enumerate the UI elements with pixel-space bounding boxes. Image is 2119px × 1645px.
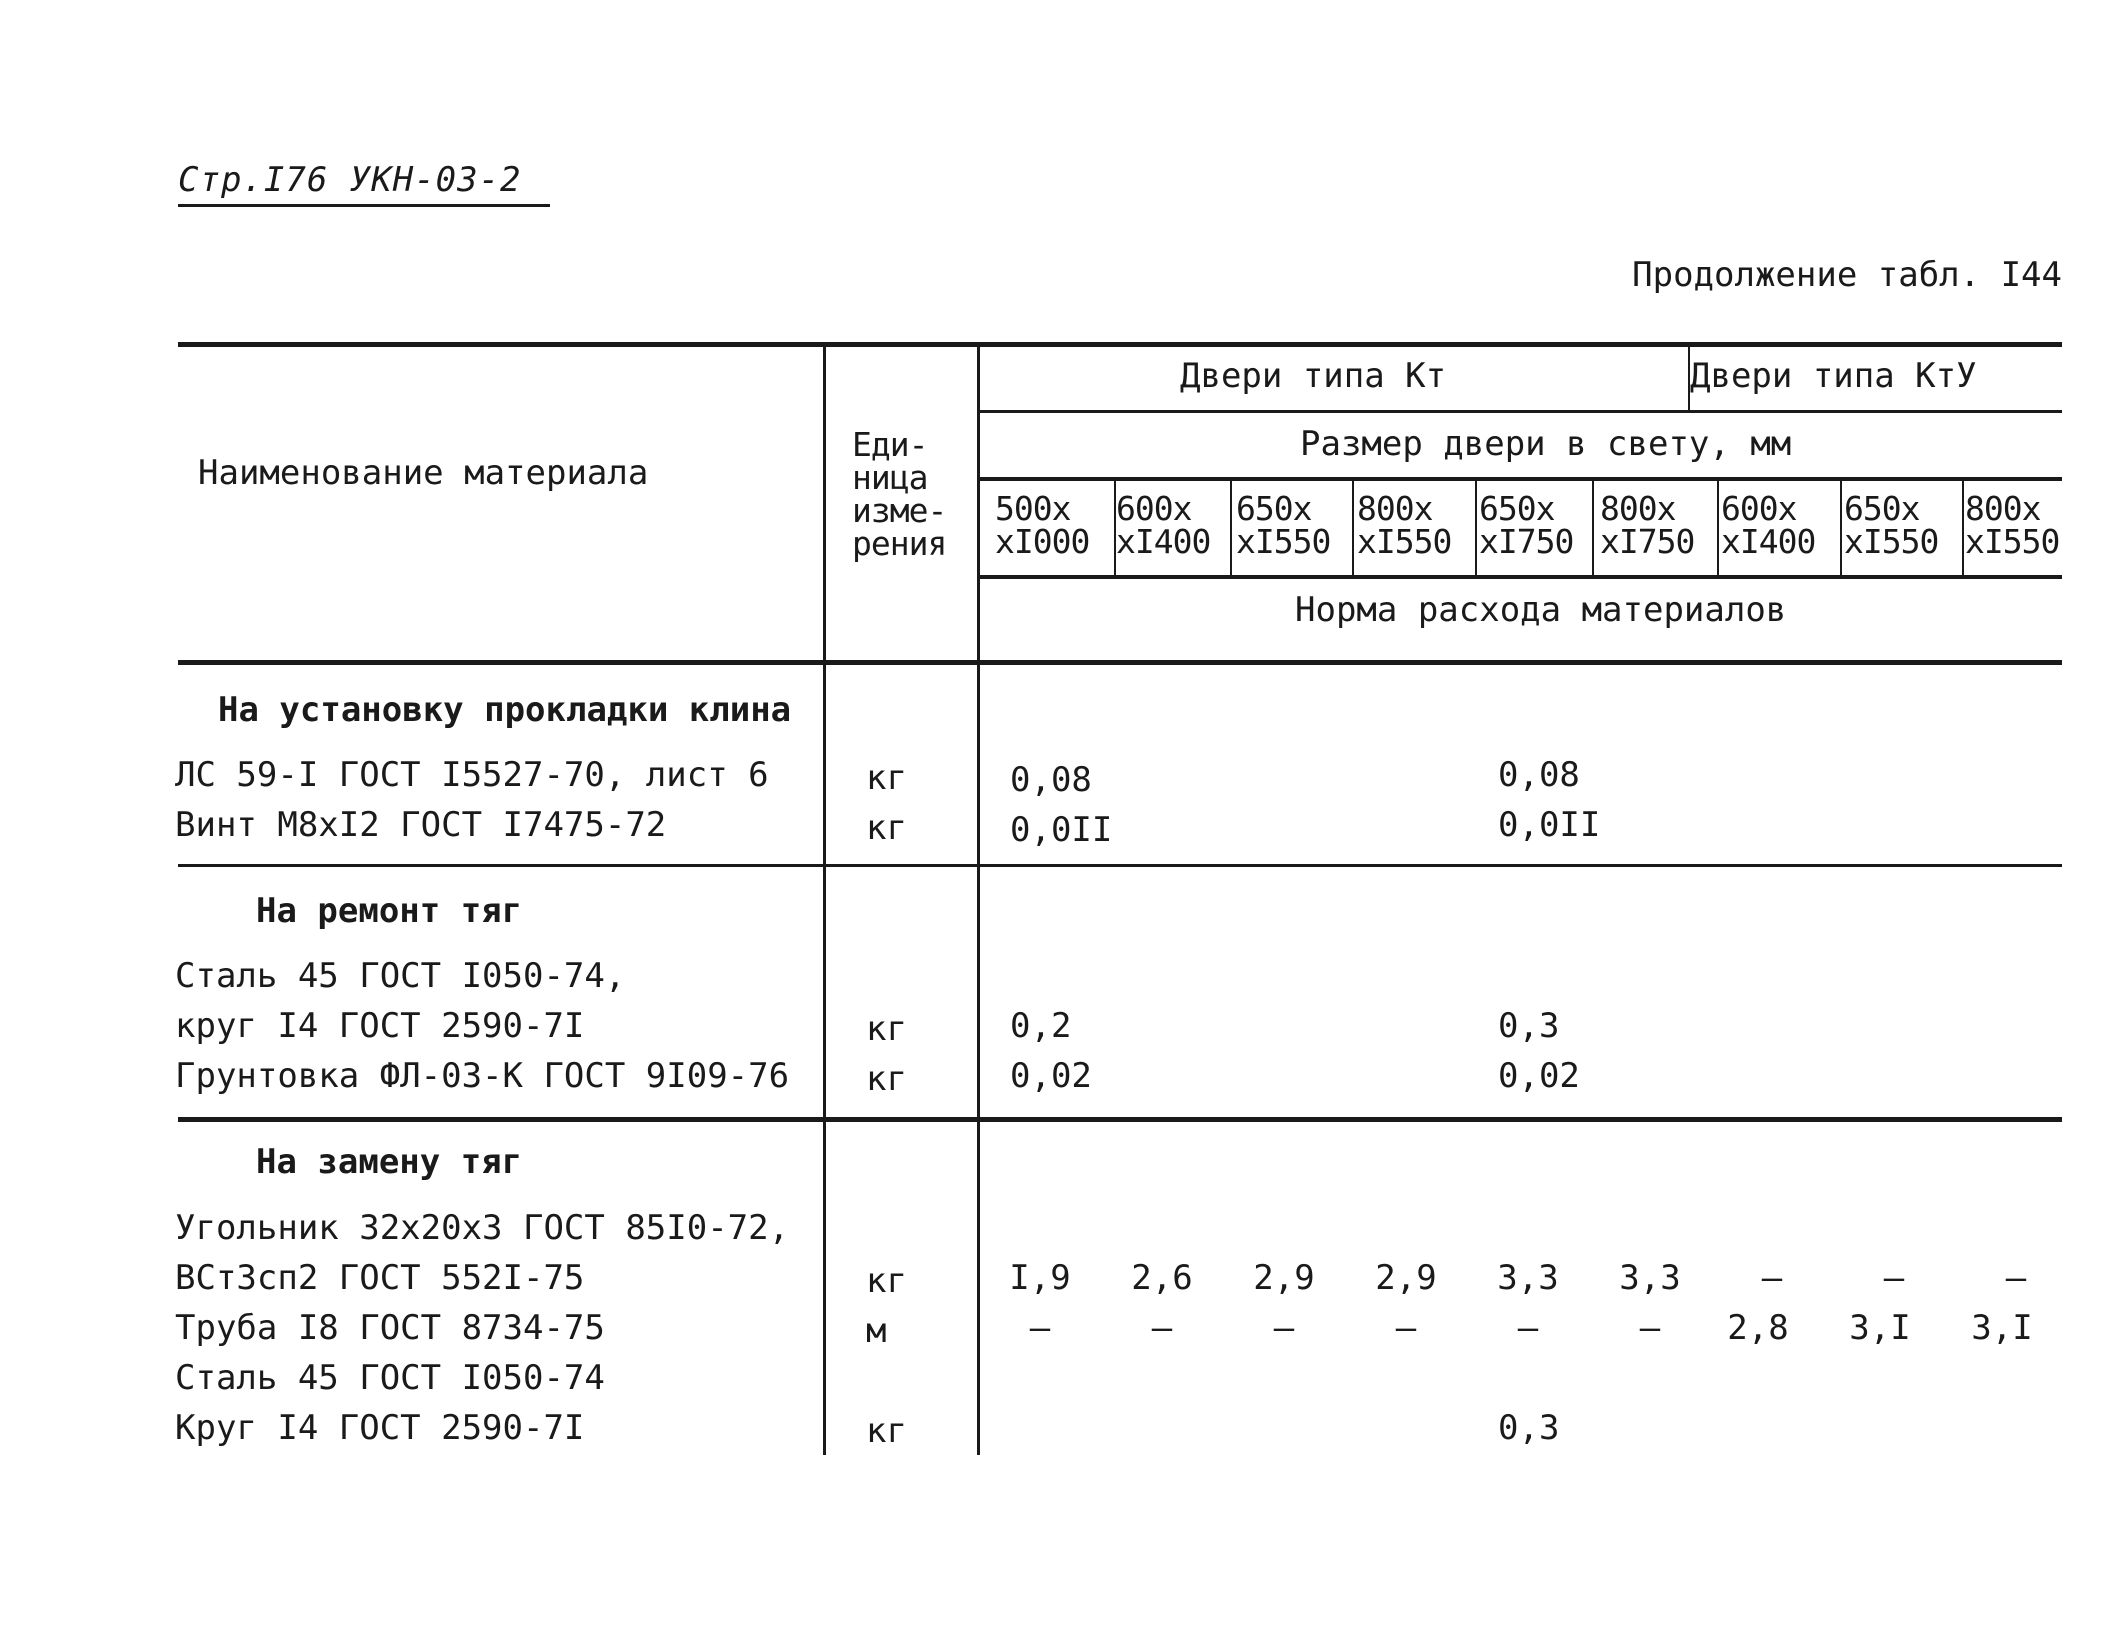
material-name: круг I4 ГОСТ 2590-7I: [175, 1006, 585, 1046]
group-ktu-header: Двери типа КтУ: [1690, 356, 1977, 396]
size-cell-line: 800х: [1600, 489, 1676, 528]
material-name: ЛС 59-I ГОСТ I5527-70, лист 6: [175, 755, 769, 795]
section1-bottom-rule: [178, 864, 2062, 867]
name-column-divider: [823, 345, 826, 1455]
size-col-divider: [1962, 479, 1964, 577]
section-title: На замену тяг: [256, 1142, 523, 1182]
unit-cell: кг: [866, 758, 907, 798]
value-cell: 0,02: [1498, 1056, 1580, 1096]
unit-cell: кг: [866, 808, 907, 848]
value-cell: –: [1517, 1308, 1539, 1348]
size-cell-line: хI400: [1116, 522, 1211, 561]
size-cell-line: 800х: [1357, 489, 1433, 528]
unit-cell: кг: [866, 1059, 907, 1099]
material-name: Труба I8 ГОСТ 8734-75: [175, 1308, 605, 1348]
size-cell-line: 600х: [1721, 489, 1797, 528]
value-cell: 3,I: [1971, 1308, 2033, 1348]
value-cell: 2,9: [1375, 1258, 1437, 1298]
size-cell: [995, 489, 1090, 561]
unit-cell: кг: [866, 1009, 907, 1049]
size-cell-line: хI550: [1357, 522, 1452, 561]
section-title: На установку прокладки клина: [218, 690, 792, 730]
group-kt-header: Двери типа Кт: [1180, 356, 1447, 396]
value-cell: 3,I: [1849, 1308, 1911, 1348]
size-header: Размер двери в свету, мм: [1300, 424, 1792, 464]
material-name: Сталь 45 ГОСТ I050-74: [175, 1358, 605, 1398]
group-header-rule: [978, 410, 2062, 413]
size-cell: [1844, 489, 1939, 561]
size-col-divider: [1717, 479, 1719, 577]
value-cell: 0,3: [1498, 1006, 1560, 1046]
header-bottom-rule: [178, 660, 2062, 665]
size-cell: [1721, 489, 1816, 561]
size-col-divider: [1230, 479, 1232, 577]
unit-cell: м: [866, 1311, 887, 1351]
value-cell: –: [1639, 1308, 1661, 1348]
size-cell-line: хI550: [1844, 522, 1939, 561]
size-cell: [1236, 489, 1331, 561]
norm-header: Норма расхода материалов: [1295, 590, 1787, 630]
material-name: Винт М8хI2 ГОСТ I7475-72: [175, 805, 667, 845]
size-cell-line: 650х: [1479, 489, 1555, 528]
value-cell: –: [1395, 1308, 1417, 1348]
size-cell-line: хI550: [1965, 522, 2060, 561]
value-cell: –: [1883, 1258, 1905, 1298]
size-header-rule: [978, 477, 2062, 481]
col-name-header: Наименование материала: [198, 453, 649, 493]
size-cell: [1965, 489, 2060, 561]
size-col-divider: [1475, 479, 1477, 577]
material-name: Круг I4 ГОСТ 2590-7I: [175, 1408, 585, 1448]
value-cell: 0,08: [1498, 755, 1580, 795]
size-col-divider: [1592, 479, 1594, 577]
size-cell-line: 800х: [1965, 489, 2041, 528]
value-cell: 0,08: [1010, 760, 1092, 800]
size-cell: [1357, 489, 1452, 561]
col-unit-header-line: рения: [852, 524, 947, 563]
col-unit-header-line: ница: [852, 458, 928, 497]
size-cell: [1600, 489, 1695, 561]
unit-cell: кг: [866, 1411, 907, 1451]
table-top-rule: [178, 342, 2062, 347]
material-name: Грунтовка ФЛ-03-К ГОСТ 9I09-76: [175, 1056, 790, 1096]
size-col-divider: [1840, 479, 1842, 577]
size-cell-line: хI750: [1600, 522, 1695, 561]
size-cell-line: хI550: [1236, 522, 1331, 561]
section2-bottom-rule: [178, 1117, 2062, 1122]
value-cell: –: [1761, 1258, 1783, 1298]
unit-column-divider: [977, 345, 980, 1455]
value-cell: –: [1151, 1308, 1173, 1348]
col-unit-header: [852, 425, 947, 563]
value-cell: 0,3: [1498, 1408, 1560, 1448]
unit-cell: кг: [866, 1261, 907, 1301]
material-name: Сталь 45 ГОСТ I050-74,: [175, 956, 626, 996]
value-cell: 3,3: [1619, 1258, 1681, 1298]
value-cell: –: [2005, 1258, 2027, 1298]
size-cell: [1116, 489, 1211, 561]
size-col-divider: [1352, 479, 1354, 577]
table-continuation-label: Продолжение табл. I44: [1632, 255, 2062, 295]
size-cell-line: 500х: [995, 489, 1071, 528]
value-cell: 0,02: [1010, 1056, 1092, 1096]
value-cell: 0,2: [1010, 1006, 1072, 1046]
material-name: ВСт3сп2 ГОСТ 552I-75: [175, 1258, 585, 1298]
size-row-rule: [978, 575, 2062, 579]
value-cell: –: [1273, 1308, 1295, 1348]
value-cell: 2,8: [1727, 1308, 1789, 1348]
size-cell-line: 650х: [1844, 489, 1920, 528]
size-cell: [1479, 489, 1574, 561]
col-unit-header-line: изме-: [852, 491, 947, 530]
value-cell: 0,0II: [1498, 805, 1601, 845]
value-cell: –: [1029, 1308, 1051, 1348]
size-cell-line: 600х: [1116, 489, 1192, 528]
value-cell: I,9: [1009, 1258, 1071, 1298]
value-cell: 2,6: [1131, 1258, 1193, 1298]
value-cell: 0,0II: [1010, 810, 1113, 850]
size-cell-line: хI400: [1721, 522, 1816, 561]
value-cell: 2,9: [1253, 1258, 1315, 1298]
value-cell: 3,3: [1497, 1258, 1559, 1298]
page-header: Стр.I76 УКН-03-2: [178, 160, 550, 207]
size-cell-line: 650х: [1236, 489, 1312, 528]
size-cell-line: хI750: [1479, 522, 1574, 561]
section-title: На ремонт тяг: [256, 891, 523, 931]
col-unit-header-line: Еди-: [852, 425, 928, 464]
material-name: Угольник 32х20х3 ГОСТ 85I0-72,: [175, 1208, 790, 1248]
size-cell-line: хI000: [995, 522, 1090, 561]
